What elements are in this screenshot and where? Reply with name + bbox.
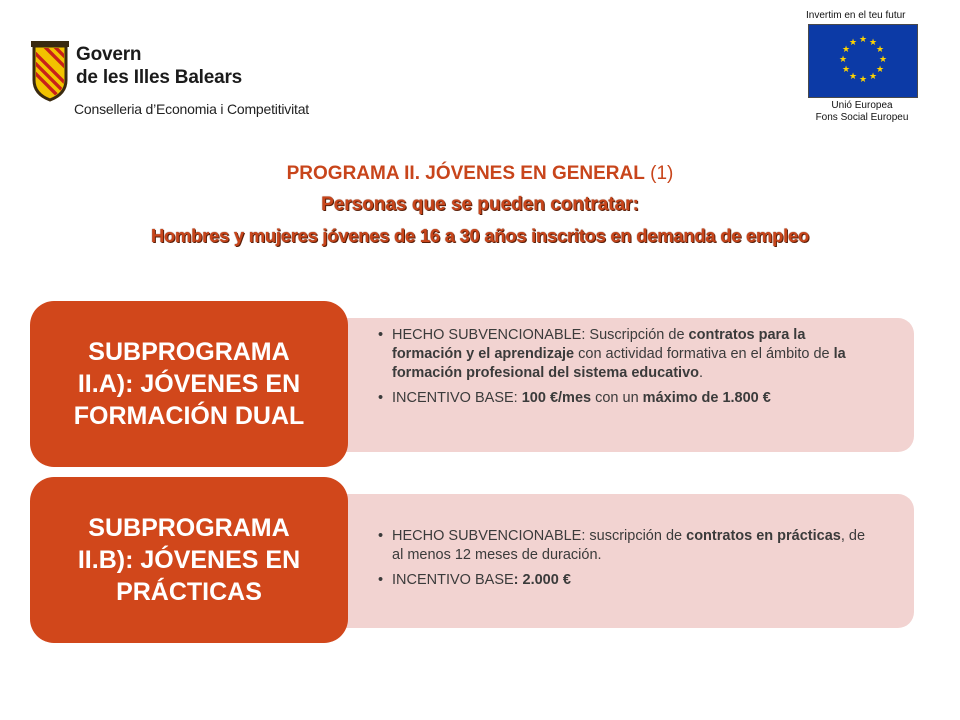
bold-run: contratos en prácticas xyxy=(686,528,841,544)
subprogram-a-bullets xyxy=(378,326,878,414)
svg-text:★: ★ xyxy=(858,75,868,85)
subprogram-b-bullet-hecho xyxy=(378,527,878,565)
bold-run: máximo de 1.800 € xyxy=(642,390,771,406)
text-run: HECHO SUBVENCIONABLE: Suscripción de xyxy=(392,327,689,343)
svg-text:★: ★ xyxy=(868,38,878,48)
svg-text:★: ★ xyxy=(858,35,868,45)
text-run: , de al menos 12 meses de duración. xyxy=(392,528,866,563)
bold-run: contratos para la formación y el aprendizaje xyxy=(392,327,806,362)
program-description: Hombres y mujeres jóvenes de 16 a 30 años inscritos en demanda de empleo xyxy=(150,225,810,246)
govern-logo-line-2: de les Illes Balears xyxy=(76,67,243,88)
svg-text:★: ★ xyxy=(875,45,885,55)
subprogram-a-bullet-incentivo xyxy=(378,389,878,408)
text-run: INCENTIVO BASE xyxy=(392,572,514,588)
govern-logo-line-1: Govern xyxy=(76,44,142,65)
balearic-coat-of-arms-icon xyxy=(30,40,70,102)
svg-text:★: ★ xyxy=(875,65,885,75)
eu-flag-icon xyxy=(808,24,918,98)
subprogram-b-title-line-1: SUBPROGRAMA xyxy=(88,514,290,542)
subprogram-b-bullet-incentivo xyxy=(378,571,878,590)
eu-stars-icon xyxy=(809,25,917,97)
program-title-number: (1) xyxy=(644,163,674,184)
svg-text:★: ★ xyxy=(841,65,851,75)
eu-caption-fund: Fons Social Europeu xyxy=(815,112,909,123)
subprogram-a-title-line-1: SUBPROGRAMA xyxy=(88,338,290,366)
svg-text:★: ★ xyxy=(848,38,858,48)
program-subtitle: Personas que se pueden contratar: xyxy=(321,194,639,215)
svg-text:★: ★ xyxy=(868,72,878,82)
eu-caption-union: Unió Europea xyxy=(831,100,893,111)
program-title-text: PROGRAMA II. JÓVENES EN GENERAL xyxy=(286,163,645,184)
svg-text:★: ★ xyxy=(848,72,858,82)
subprogram-a-bullet-hecho xyxy=(378,326,878,383)
text-run: . xyxy=(699,365,704,381)
subprogram-b-title-line-3: PRÁCTICAS xyxy=(116,578,262,606)
text-run: con un xyxy=(591,390,643,406)
svg-text:★: ★ xyxy=(841,45,851,55)
bold-run: la formación profesional del sistema educativo xyxy=(392,346,846,381)
subprogram-a-title-line-3: FORMACIÓN DUAL xyxy=(73,402,305,430)
text-run: HECHO SUBVENCIONABLE: suscripción de xyxy=(392,528,687,544)
svg-text:★: ★ xyxy=(878,55,888,65)
bold-run: : 2.000 € xyxy=(513,572,571,588)
program-title xyxy=(0,163,960,185)
eu-slogan: Invertim en el teu futur xyxy=(806,10,906,21)
text-run: INCENTIVO BASE: xyxy=(392,390,522,406)
svg-text:★: ★ xyxy=(838,55,848,65)
text-run: con actividad formativa en el ámbito de xyxy=(574,346,834,362)
bold-run: 100 €/mes xyxy=(521,390,592,406)
subprogram-b-bullets xyxy=(378,527,878,596)
subprogram-b-title xyxy=(30,477,348,643)
eu-fse-logo xyxy=(806,10,918,122)
govern-logo xyxy=(30,40,340,126)
subprogram-b-title-line-2: II.B): JÓVENES EN xyxy=(77,546,301,574)
conselleria-name: Conselleria d’Economia i Competitivitat xyxy=(74,101,309,117)
subprogram-a-title-line-2: II.A): JÓVENES EN xyxy=(77,370,301,398)
subprogram-a-title xyxy=(30,301,348,467)
